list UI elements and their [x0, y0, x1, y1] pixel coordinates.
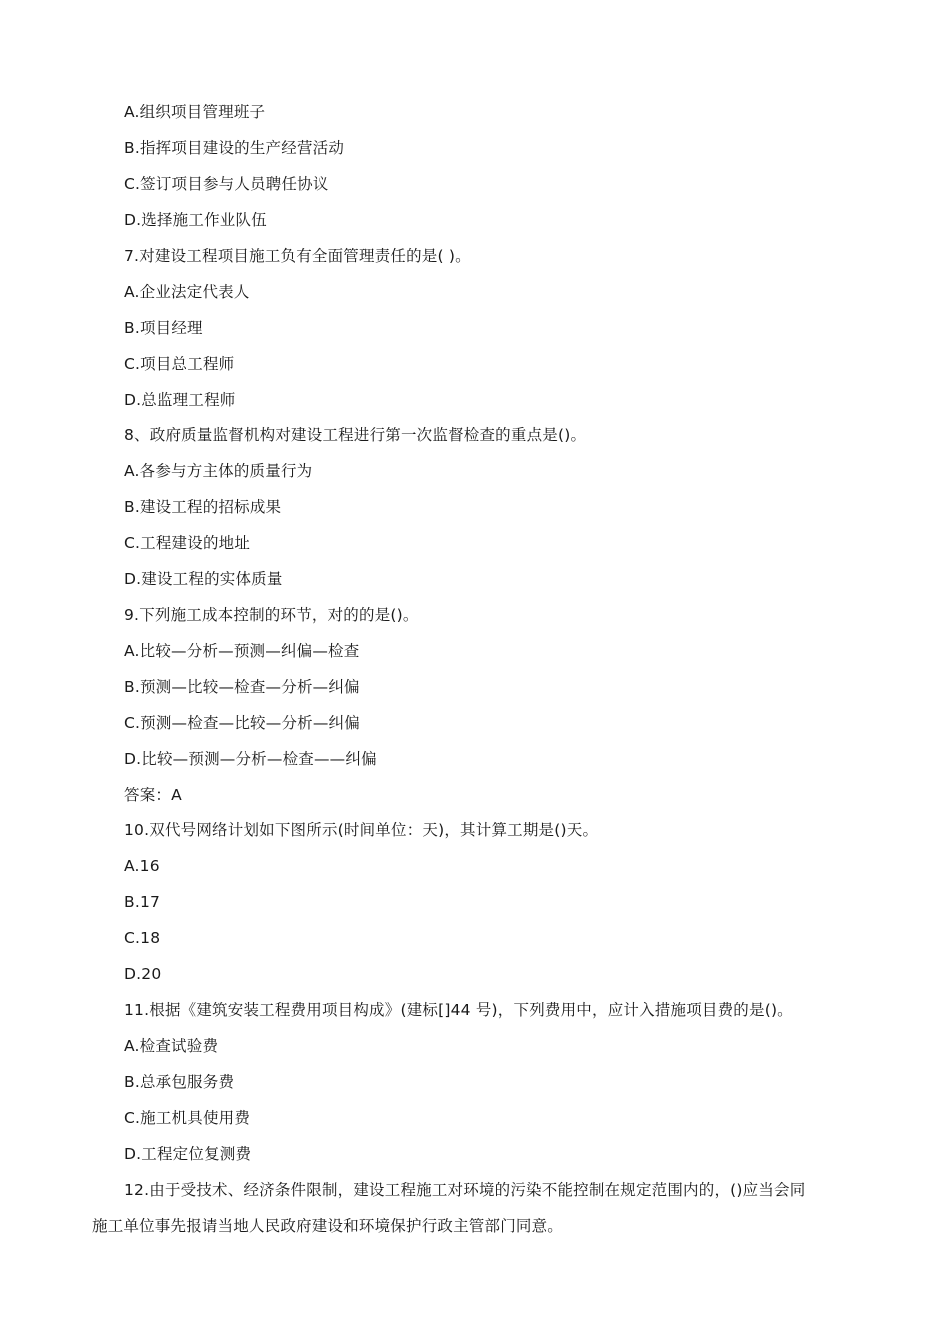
- q10-option-d: D.20: [124, 965, 162, 983]
- q9-option-a: A.比较—分析—预测—纠偏—检查: [124, 642, 360, 660]
- q11-option-c: C.施工机具使用费: [124, 1109, 251, 1127]
- q6-option-a: A.组织项目管理班子: [124, 103, 266, 121]
- q9-question: 9.下列施工成本控制的环节，对的的是()。: [124, 606, 419, 624]
- q8-option-c: C.工程建设的地址: [124, 534, 251, 552]
- q10-option-c: C.18: [124, 929, 161, 947]
- q10-option-a: A.16: [124, 857, 160, 875]
- q8-question: 8、政府质量监督机构对建设工程进行第一次监督检查的重点是()。: [124, 426, 587, 444]
- q7-option-b: B.项目经理: [124, 319, 203, 337]
- q12-question-line2: 施工单位事先报请当地人民政府建设和环境保护行政主管部门同意。: [92, 1217, 564, 1235]
- q6-option-d: D.选择施工作业队伍: [124, 211, 267, 229]
- q8-option-d: D.建设工程的实体质量: [124, 570, 283, 588]
- q10-option-b: B.17: [124, 893, 161, 911]
- q12-question-line1: 12.由于受技术、经济条件限制，建设工程施工对环境的污染不能控制在规定范围内的，()应当会同: [124, 1181, 806, 1199]
- q9-option-c: C.预测—检查—比较—分析—纠偏: [124, 714, 360, 732]
- q11-option-d: D.工程定位复测费: [124, 1145, 252, 1163]
- q7-option-c: C.项目总工程师: [124, 355, 235, 373]
- q7-option-a: A.企业法定代表人: [124, 283, 250, 301]
- q7-question: 7.对建设工程项目施工负有全面管理责任的是( )。: [124, 247, 471, 265]
- q9-option-b: B.预测—比较—检查—分析—纠偏: [124, 678, 360, 696]
- q9-option-d: D.比较—预测—分析—检查——纠偏: [124, 750, 377, 768]
- q9-answer: 答案：A: [124, 786, 182, 804]
- q6-option-c: C.签订项目参与人员聘任协议: [124, 175, 329, 193]
- q10-question: 10.双代号网络计划如下图所示(时间单位：天)，其计算工期是()天。: [124, 821, 599, 839]
- q6-option-b: B.指挥项目建设的生产经营活动: [124, 139, 345, 157]
- q8-option-b: B.建设工程的招标成果: [124, 498, 282, 516]
- q11-question: 11.根据《建筑安装工程费用项目构成》(建标[]44 号)，下列费用中，应计入措施项目费的是()。: [124, 1001, 793, 1019]
- q8-option-a: A.各参与方主体的质量行为: [124, 462, 313, 480]
- q11-option-b: B.总承包服务费: [124, 1073, 235, 1091]
- q11-option-a: A.检查试验费: [124, 1037, 219, 1055]
- q7-option-d: D.总监理工程师: [124, 391, 236, 409]
